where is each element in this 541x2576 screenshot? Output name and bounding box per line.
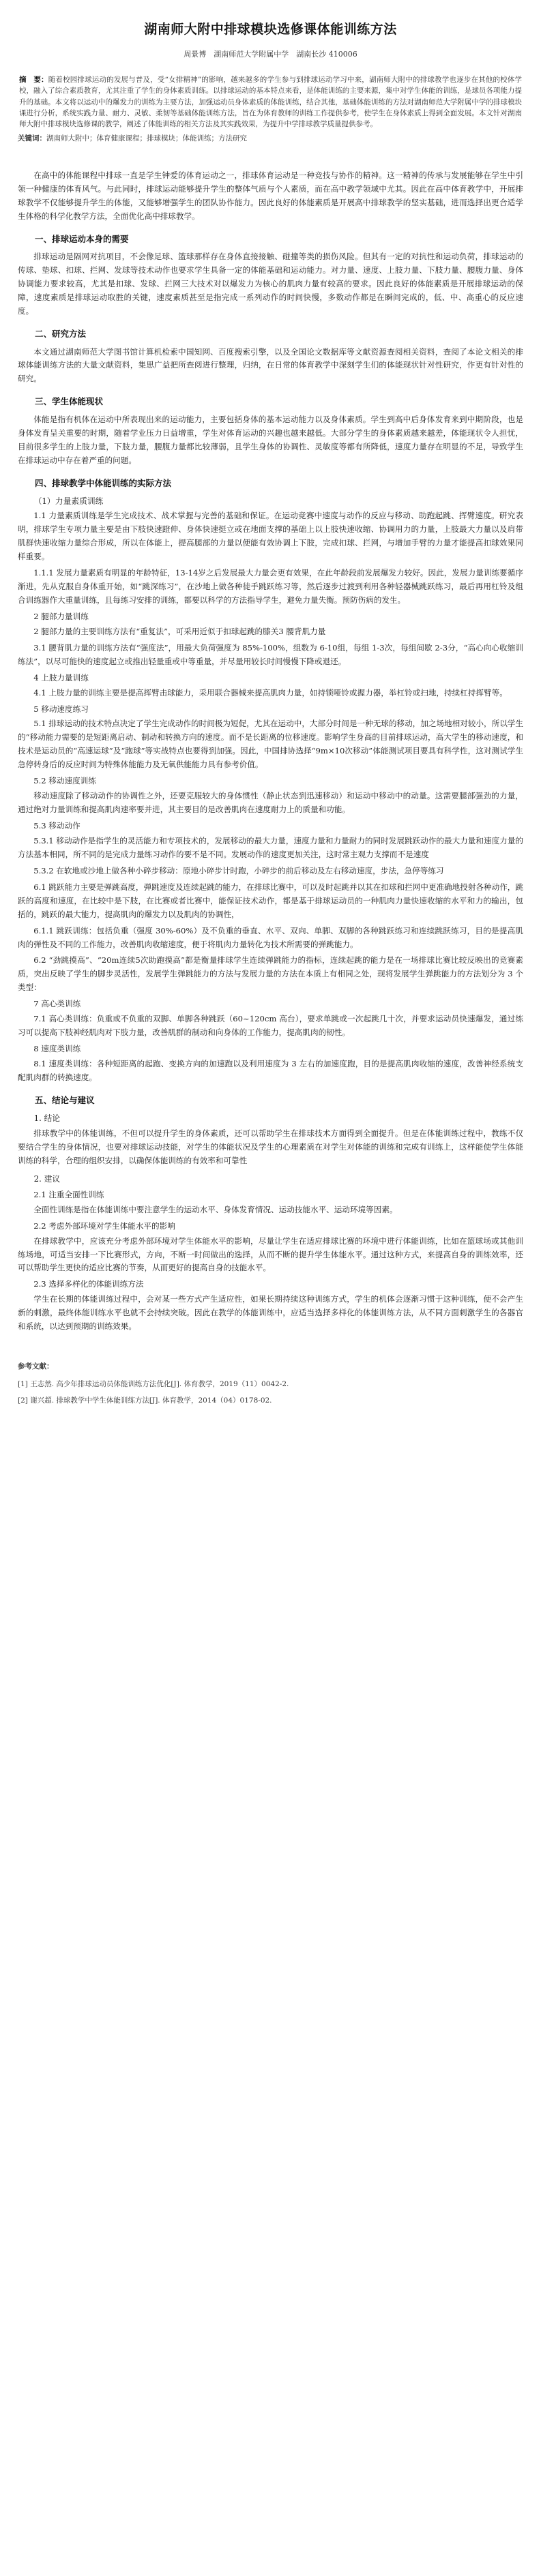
list-item: 6.1.1 跳跃训练：包括负重（强度 30%-60%）及不负重的垂直、水平、双向、单脚、双脚的各种跳跃练习和连续跳跃练习，目的是提高肌肉的弹性及不同的工作能力，改善肌肉收缩速度，便于将肌肉力量转化为技术所需要的弹跳能力。 — [18, 925, 523, 949]
list-item: 5.1 排球运动的技术特点决定了学生完成动作的时间极为短促，尤其在运动中，大部分时间是一种无球的移动，加之场地相对较小，所以学生的“移动能力需要的是短距离启动、制动和转换方向的速度。而不是长距离的位移速度。影响学生身高的目前排球运动，高大学生的移动速度，和技术是运动员的“高速运球”及“跑球”等实战特点也要得到加强。因此，中国排协选择“9m×10次移动”体能测试项目要具有科学性，这对测试学生急停转身后的反应时间为特殊体能能力及无氧供能能力具有参考价值。 — [18, 719, 523, 770]
section-paragraph: 1.1 力量素质训练是学生完成技术、战术掌握与完善的基础和保证。在运动竞赛中速度与动作的反应与移动、助跑起跳、挥臂速度。研究表明，排球学生专项力量主要是由下肢快速蹬伸、身体快速挺立或在地面支撑的基础上以上肢快速收缩、协调用力的力量，上肢最大力量以及肩带肌群快速收缩力量综合形成，所以在体能上，提高腿部的力量以便能有效协调上下肢，完成扣球、拦网，与增加手臂的力量才能提高扣球效果同样重要。 — [18, 511, 523, 562]
references-heading: 参考文献： — [18, 1362, 54, 1371]
list-item: 在排球教学中，应该充分考虑外部环境对学生体能水平的影响，尽量让学生在适应排球比赛的环境中进行体能训练，比如在篮球场或其他训练场地，可适当安排一下比赛形式，方向，不断一时间做出的选择，从而不断的提升学生体能水平。通过这种方式，来提高自身的训练效率，还可以帮助学生更快的适应比赛的节奏，从而更好的提高自身的技能水平。 — [18, 1235, 523, 1273]
list-item: 2 腿部力量的主要训练方法有“重复法”，可采用近似于扣球起跳的膝关3 腰背肌力量 — [33, 626, 326, 636]
list-item: 2.3 选择多样化的体能训练方法 — [33, 1279, 144, 1289]
section-paragraph: 排球教学中的体能训练，不但可以提升学生的身体素质，还可以帮助学生在排球技术方面得到全面提升。但是在体能训练过程中，教练不仅要结合学生的身体情况，也要对排球运动技能，对学生的体能状况及学生的心理素质在对学生对体能的训练和完成有训练上，这样能使学生体能训练的科学，合理的组织安排，以确保体能训练的有效率和可靠性 — [18, 1128, 523, 1165]
list-item: 5.3.2 在软地或沙地上做各种小碎步移动：原地小碎步计时跑，小碎步的前后移动及左右移动速度，步法，急停等练习 — [33, 865, 444, 875]
keywords-label: 关键词： — [18, 134, 46, 143]
section-heading: 一、排球运动本身的需要 — [35, 233, 129, 244]
list-item: 7 高心类训练 — [33, 999, 81, 1009]
list-item: 全面性训练是指在体能训练中要注意学生的运动水平、身体发育情况、运动技能水平、运动环境等因素。 — [33, 1204, 398, 1214]
section-paragraph: 1.1.1 发展力量素质有明显的年龄特征，13-14岁之后发展最大力量会更有效果，在此年龄段前发展爆发力较好。因此，发展力量训练要循序渐进，先从克服自身体重开始，如“跳深练习”，在沙地上做各种徒手跳跃练习等，然后逐步过渡到利用各种轻器械跳跃练习，最后再用杠铃及组合训练器作大重量训练，且每练习安排的训练，都要以科学的方法指导学生，避免力量失衡。预防伤病的发生。 — [18, 568, 523, 605]
section-heading: 五、结论与建议 — [35, 1094, 95, 1105]
abstract — [18, 74, 523, 130]
list-item: 学生在长期的体能训练过程中，会对某一些方式产生适应性，如果长期持续这种训练方式，学生的机体会逐渐习惯于这种训练，便不会产生新的刺激，最终体能训练水平也就不会持续突破。因此在教学的体能训练中，应适当选择多样化的体能训练方法，从不同方面刺激学生的各器官和系统，以达到预期的训练效果。 — [18, 1294, 523, 1332]
section-paragraph: 排球运动是隔网对抗项目，不会像足球、篮球那样存在身体直接接触、碰撞等类的损伤风险。但其有一定的对抗性和运动负荷，排球运动的传球、垫球、扣球、拦网、发球等技术动作也要求学生具备一定的体能基础和运动能力。对力量、速度、上肢力量、下肢力量、腰腹力量、身体协调能力要求较高，尤其是扣球、发球、拦网三大技术对以爆发力为核心的肌肉力量有较高的要求。因此良好的体能素质是开展排球运动的保障，速度素质是排球运动取胜的关键，速度素质甚至是指完成一系列动作的时间快慢，多数动作都是在瞬间完成的，低、中、高重心的反应速度。 — [18, 252, 523, 316]
article-body — [18, 169, 523, 1334]
subsection-heading: （1）力量素质训练 — [33, 496, 104, 507]
intro-paragraph: 在高中的体能课程中排球一直是学生钟爱的体育运动之一，排球体育运动是一种竞技与协作的精神。这一精神的传承与发展能够在学生中引领一种健康的体育风气。与此同时，排球运动能够提升学生的整体气质与个人素质，而在高中教学领域中尤其。因此在高中体育教学中，开展排球教学不仅能够提升学生的体能，又能够增强学生的团队协作能力。因此良好的体能素质是开展高中排球教学的坚实基础，进而选择出更合适学生体格的科学化教学方法，全面优化高中排球教学。 — [18, 170, 523, 221]
article-page — [18, 0, 523, 1407]
list-item: 6.1 跳跃能力主要是弹跳高度，弹跳速度及连续起跳的能力，在排球比赛中，可以及时起跳并以其在扣球和拦网中更准确地投射各种动作，跳跃的高度和速度，在比较中是下肢，在比赛或者比赛中，能保证技术动作，都是基于排球运动员的一种肌肉力量快速收缩的水平和力的输出，包括的，跳跃的最大能力，提高肌肉的爆发力以及肌肉的协调性， — [18, 882, 523, 919]
list-item: 2.2 考虑外部环境对学生体能水平的影响 — [33, 1220, 175, 1231]
subsection-heading: 1. 结论 — [33, 1113, 61, 1124]
list-item: 2.1 注重全面性训练 — [33, 1189, 104, 1199]
list-item: 5.2 移动速度训练 — [33, 776, 96, 786]
list-item: 4.1 上肢力量的训练主要是提高挥臂击球能力，采用联合器械来提高肌肉力量，如持锁哑铃或握力器，举杠铃或扫地，持续杠持挥臂等。 — [33, 687, 508, 698]
section-heading: 四、排球教学中体能训练的实际方法 — [35, 477, 172, 488]
article-title: 湖南师大附中排球模块选修课体能训练方法 — [144, 22, 397, 37]
section-heading: 三、学生体能现状 — [35, 396, 104, 407]
references — [18, 1361, 523, 1407]
list-item: 5.3.1 移动动作是指学生的灵活能力和专项技术的，发展移动的最大力量，速度力量和力量耐力的同时发展跳跃动作的最大力量和速度力量的方法基本相同，所不同的是完成力量练习动作的要不是不同。发展动作的速度更加关注，这时常主观力支撑而不是速度 — [18, 835, 523, 859]
author-line: 周景博 湖南师范大学附属中学 湖南长沙 410006 — [184, 50, 357, 59]
list-item: 4 上肢力量训练 — [33, 672, 89, 683]
list-item: 2 腿部力量训练 — [33, 611, 89, 621]
subsection-heading: 2. 建议 — [33, 1173, 61, 1184]
section-paragraph: 本文通过湖南师范大学图书馆计算机检索中国知网、百度搜索引擎，以及全国论文数据库等文献资源查阅相关资料，查阅了本论文相关的排球体能训练方法的大量文献资料，集思广益把所查阅进行整理，归纳，在日常的体育教学中深刻学生们的体能现状针对性研究，作更有针对性的研究。 — [18, 346, 523, 384]
list-item: 8.1 速度类训练：各种短距离的起跑、变换方向的加速跑以及利用速度为 3 左右的加速度跑，目的是提高肌肉收缩的速度，改善神经系统支配肌肉群的转换速度。 — [18, 1059, 523, 1082]
section-paragraph: 体能是指有机体在运动中所表现出来的运动能力，主要包括身体的基本运动能力以及身体素质。学生到高中后身体发育来到中期阶段，也是身体发育呈关重要的时期，随着学业压力日益增重，学生对体育运动的兴趣也越来越低。大部分学生的身体素质越来越差，体能现状令人担忧，目前很多学生的上肢力量，下肢力量，腰腹力量都比较薄弱，且学生身体的协调性、灵敏度等都有所降低，速度力量存在明显的不足，导致学生在排球运动中存在着严重的问题。 — [18, 414, 523, 465]
reference-item: [2] 谢兴超. 排球教学中学生体能训练方法[J]. 体育教学，2014（04）0178-02. — [18, 1396, 272, 1405]
list-item: 移动速度除了移动动作的协调性之外，还要克服较大的身体惯性（静止状态到迅速移动）和运动中移动中的动量。这需要腿部强劲的力量，通过绝对力量训练和提高肌肉速率要并进，其主要目的是改善肌肉在速度耐力上的质量和功能。 — [18, 791, 523, 815]
abstract-label: 摘 要： — [19, 76, 48, 84]
list-item: 7.1 高心类训练：负重或不负重的双脚、单脚各种跳跃（60~120cm 高台），要求单跳或一次起跳几十次，并要求运动员快速爆发，通过练习可以提高下肢神经肌肉对下肢力量，改善肌群的制动和向身体的工作能力，提高肌肉的韧性。 — [18, 1014, 523, 1038]
list-item: 6.2 “劲跳摸高”、“20m连续5次助跑摸高”都是衡量排球学生连续弹跳能力的指标，连续起跳的能力是在一场排球比赛比较反映出的竞赛素质，突出反映了学生的脚步灵活性，发展学生弹跳能力的方法与发展力量的方法在本质上有相同之处，现将发展学生弹跳能力的方法划分为 3 个类型： — [18, 955, 523, 993]
list-item: 3.1 腰背肌力量的训练方法有“强度法”，用最大负荷强度为 85%-100%，组数为 6-10组，每组 1-3次，每组间歇 2-3分，“高心向心收缩训练法”，以尽可能快的速度起立或推出轻量重或中等重量，并尽量用较长时间慢慢下降或退还。 — [18, 642, 523, 666]
list-item: 5.3 移动动作 — [33, 821, 81, 831]
reference-item: [1] 王志然. 高少年排球运动员体能训练方法优化[J]. 体育教学，2019（11）0042-2. — [18, 1380, 289, 1389]
abstract-text: 随着校园排球运动的发展与普及，受“女排精神”的影响，越来越多的学生参与到排球运动学习中来，湖南师大附中的排球教学也逐步在其他的校体学校，融入了综合素质教育，尤其注重了学生的身体素质训练。以排球运动的基本特点来看，是体能训练的主要来源，集中对学生体能的训练，是球员各项能力提升的基础。本文将以运动中的爆发力的训练为主要方法，加强运动员身体素质的体能训练，结合其他，基础体能训练的方法对湖南师范大学附属中学的排球模块课进行分析，系统实践力量、耐力、灵敏、柔韧等基础体能训练方法，旨在为体育教师的训练工作提供参考，使学生在身体素质上得到全面发展。本文针对湖南师大附中排球模块选修课的教学，阐述了体能训练的相关方法及其实践效果，为提升中学排球教学质量提供参考。 — [19, 76, 523, 129]
list-item: 5 移动速度练习 — [33, 704, 89, 714]
list-item: 8 速度类训练 — [33, 1044, 81, 1054]
keywords — [18, 134, 523, 145]
keywords-text: 湖南师大附中；体育健康课程；排球模块；体能训练；方法研究 — [46, 134, 247, 143]
section-heading: 二、研究方法 — [35, 329, 87, 340]
